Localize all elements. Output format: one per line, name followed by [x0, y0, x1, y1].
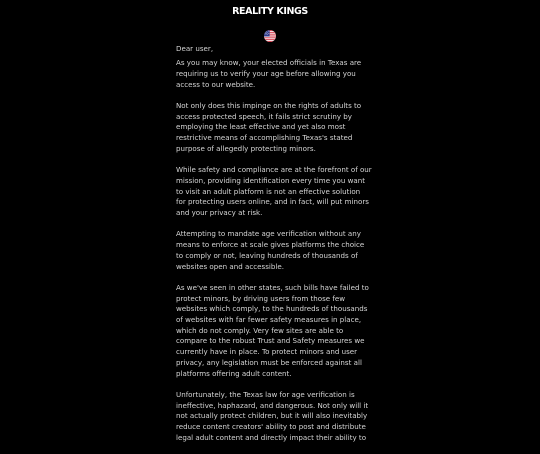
- page-header: [0, 0, 540, 24]
- language-selector[interactable]: [264, 30, 276, 42]
- letter-greeting: Dear user,: [176, 44, 214, 53]
- letter-paragraph: As you may know, your elected officials in Texas are requiring us to verify your age before allowing you access to our website.: [176, 58, 362, 89]
- letter-paragraph: While safety and compliance are at the forefront of our mission, providing identification every time you want to visit an adult platform is not an effective solution for protecting users online, and in fact, will put minors and your privacy at risk.: [176, 165, 372, 218]
- letter-paragraph: As we've seen in other states, such bills have failed to protect minors, by driving users from those few websites which comply, to the hundreds of thousands of websites with far fewer safety measures in place, which do not comply. Very few sites are able to compare to the robust Trust and Safety measures we currently have in place. To protect minors and user privacy, any legislation must be enforced against all platforms offering adult content.: [176, 282, 369, 378]
- letter-paragraph: Unfortunately, the Texas law for age verification is ineffective, haphazard, and dangerous. Not only will it not actually protect children, but it will also inevitably reduce content creators' ability to post and distribute legal adult content and directly impact their ability to: [176, 389, 369, 442]
- letter-paragraph: Attempting to mandate age verification without any means to enforce at scale gives platforms the choice to comply or not, leaving hundreds of thousands of websites open and accessible.: [176, 229, 365, 271]
- brand-logo[interactable]: REALITY KINGS: [232, 6, 308, 17]
- letter-paragraph: Not only does this impinge on the rights of adults to access protected speech, it fails strict scrutiny by employing the least effective and yet also most restrictive means of accomplishing Texas's stated purpose of allegedly protecting minors.: [176, 101, 362, 153]
- age-verification-letter: [176, 44, 372, 454]
- us-flag-icon: [264, 30, 276, 42]
